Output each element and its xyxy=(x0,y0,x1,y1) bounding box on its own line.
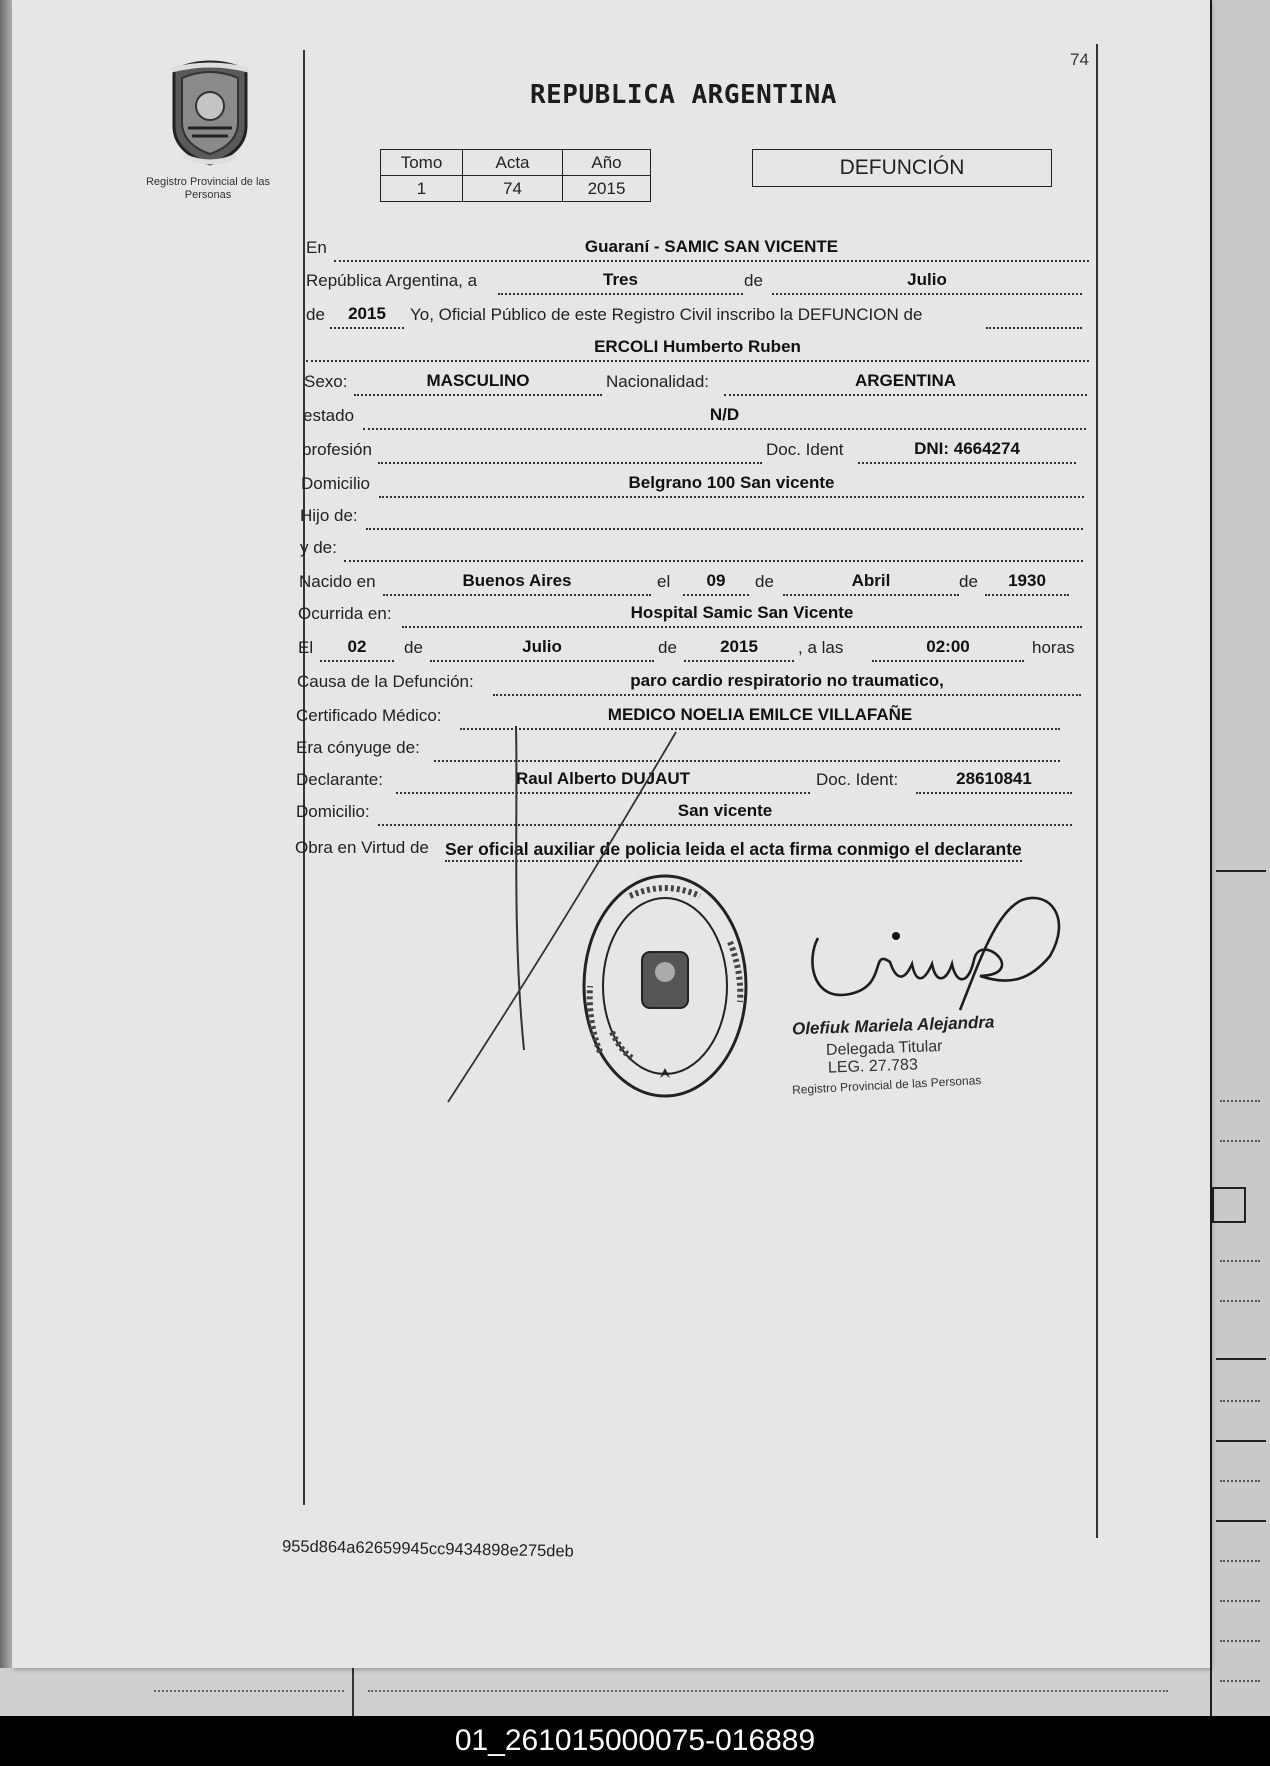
anio-header: Año xyxy=(563,150,651,176)
defuncion-dia-field: 02 xyxy=(320,636,394,662)
row-fecha-inscripcion xyxy=(306,267,1091,295)
row-nacido xyxy=(299,568,1084,596)
en-field: Guaraní - SAMIC SAN VICENTE xyxy=(334,236,1089,262)
adjacent-dotted-line xyxy=(1220,1600,1260,1602)
row-nombre xyxy=(306,334,1091,362)
nombre-field: ERCOLI Humberto Ruben xyxy=(306,336,1089,362)
nacionalidad-label: Nacionalidad: xyxy=(606,372,710,391)
adjacent-rule xyxy=(1216,1520,1266,1522)
doc-ident-label: Doc. Ident xyxy=(766,440,844,459)
anio-inscripcion-field: 2015 xyxy=(330,303,404,329)
de-label: de xyxy=(755,572,774,591)
republica-label: República Argentina, a xyxy=(306,271,478,290)
row-hijo xyxy=(300,502,1085,530)
row-ocurrida xyxy=(298,600,1083,628)
certificado-label: Certificado Médico: xyxy=(296,706,442,725)
en-label: En xyxy=(306,238,327,257)
signer-leg: LEG. 27.783 xyxy=(827,1056,919,1077)
conyuge-label: Era cónyuge de: xyxy=(296,738,420,757)
el-label: el xyxy=(657,572,671,591)
adjacent-rule xyxy=(1216,1440,1266,1442)
horas-label: horas xyxy=(1032,638,1075,657)
declarante-label: Declarante: xyxy=(296,770,383,789)
adjacent-rule xyxy=(1216,870,1266,872)
anio-value: 2015 xyxy=(563,176,651,202)
declarante-doc-field: 28610841 xyxy=(916,768,1072,794)
row-fecha-defuncion xyxy=(298,634,1083,662)
ocurrida-field: Hospital Samic San Vicente xyxy=(402,602,1082,628)
de-label: de xyxy=(404,638,423,657)
de-label: de xyxy=(306,305,325,324)
el-label: El xyxy=(298,638,314,657)
defuncion-anio-field: 2015 xyxy=(684,636,794,662)
doc-ident-label: Doc. Ident: xyxy=(816,770,899,789)
defuncion-hora-field: 02:00 xyxy=(872,636,1024,662)
certificado-field: MEDICO NOELIA EMILCE VILLAFAÑE xyxy=(460,704,1060,730)
adjacent-dotted-line xyxy=(1220,1680,1260,1682)
domicilio-label: Domicilio xyxy=(301,474,370,493)
declarante-field: Raul Alberto DUJAUT xyxy=(396,768,810,794)
de-label: de xyxy=(744,271,763,290)
y-de-label: y de: xyxy=(300,538,337,557)
y-de-field xyxy=(344,536,1083,562)
adjacent-dotted-line xyxy=(1220,1640,1260,1642)
hijo-field xyxy=(366,504,1083,530)
official-seal-icon xyxy=(580,872,750,1100)
hijo-label: Hijo de: xyxy=(300,506,358,525)
row-sexo xyxy=(304,368,1089,396)
nacido-label: Nacido en xyxy=(299,572,376,591)
next-page-dotted-line xyxy=(368,1690,1168,1692)
adjacent-dotted-line xyxy=(1220,1100,1260,1102)
nacimiento-anio-field: 1930 xyxy=(985,570,1069,596)
adjacent-box xyxy=(1212,1187,1246,1223)
signer-registry: Registro Provincial de las Personas xyxy=(791,1073,982,1097)
de-label: de xyxy=(658,638,677,657)
estado-field: N/D xyxy=(363,404,1086,430)
row-estado xyxy=(303,402,1088,430)
row-y-de xyxy=(300,534,1085,562)
right-margin-line xyxy=(1096,44,1098,1538)
causa-field: paro cardio respiratorio no traumatico, xyxy=(493,670,1081,696)
dia-field: Tres xyxy=(498,269,743,295)
obra-field: Ser oficial auxiliar de policia leida el acta firma conmigo el declarante xyxy=(445,838,1022,862)
adjacent-page-edge xyxy=(1210,0,1270,1716)
adjacent-dotted-line xyxy=(1220,1260,1260,1262)
tomo-header: Tomo xyxy=(381,150,463,176)
document-hash: 955d864a62659945cc9434898e275deb xyxy=(281,1537,574,1561)
adjacent-dotted-line xyxy=(1220,1300,1260,1302)
inscribo-text: Yo, Oficial Público de este Registro Civil inscribo la DEFUNCION de xyxy=(410,305,923,324)
row-en xyxy=(306,234,1091,262)
a-las-label: , a las xyxy=(798,638,844,657)
obra-label: Obra en Virtud de xyxy=(295,838,429,857)
misiones-emblem-icon xyxy=(162,56,258,166)
row-profesion xyxy=(302,436,1087,464)
next-page-dotted-line xyxy=(154,1690,344,1692)
nacimiento-mes-field: Abril xyxy=(783,570,959,596)
domicilio-declarante-field: San vicente xyxy=(378,800,1072,826)
sexo-field: MASCULINO xyxy=(354,370,602,396)
acta-value: 74 xyxy=(463,176,563,202)
signature-icon xyxy=(800,890,1070,1030)
causa-label: Causa de la Defunción: xyxy=(297,672,474,691)
doc-ident-field: DNI: 4664274 xyxy=(858,438,1076,464)
nacido-field: Buenos Aires xyxy=(383,570,651,596)
profesion-label: profesión xyxy=(302,440,372,459)
adjacent-rule xyxy=(1216,1358,1266,1360)
tomo-value: 1 xyxy=(381,176,463,202)
nacionalidad-field: ARGENTINA xyxy=(724,370,1087,396)
adjacent-dotted-line xyxy=(1220,1480,1260,1482)
registry-label: Registro Provincial de las Personas xyxy=(145,176,271,201)
record-type-box: DEFUNCIÓN xyxy=(752,149,1052,187)
sexo-label: Sexo: xyxy=(304,372,348,391)
inscribo-blank-field xyxy=(986,303,1082,329)
de-label: de xyxy=(959,572,978,591)
row-domicilio xyxy=(301,470,1086,498)
domicilio-declarante-label: Domicilio: xyxy=(296,802,370,821)
adjacent-dotted-line xyxy=(1220,1140,1260,1142)
ocurrida-label: Ocurrida en: xyxy=(298,604,392,623)
next-page-strip xyxy=(0,1668,1210,1716)
signer-title: Delegada Titular xyxy=(825,1037,943,1060)
scan-caption: 01_261015000075-016889 xyxy=(0,1716,1270,1766)
country-title: REPUBLICA ARGENTINA xyxy=(530,80,837,110)
signer-name: Olefiuk Mariela Alejandra xyxy=(791,1012,995,1039)
adjacent-dotted-line xyxy=(1220,1560,1260,1562)
row-causa xyxy=(297,668,1082,696)
next-page-margin-line xyxy=(352,1668,354,1716)
profesion-field xyxy=(378,438,762,464)
row-inscribo xyxy=(306,301,1091,329)
acta-header: Acta xyxy=(463,150,563,176)
mes-field: Julio xyxy=(772,269,1082,295)
adjacent-dotted-line xyxy=(1220,1400,1260,1402)
nacimiento-dia-field: 09 xyxy=(683,570,749,596)
record-id-table xyxy=(380,149,651,202)
defuncion-mes-field: Julio xyxy=(430,636,654,662)
estado-label: estado xyxy=(303,406,355,425)
page-number: 74 xyxy=(1070,50,1089,69)
domicilio-field: Belgrano 100 San vicente xyxy=(379,472,1084,498)
